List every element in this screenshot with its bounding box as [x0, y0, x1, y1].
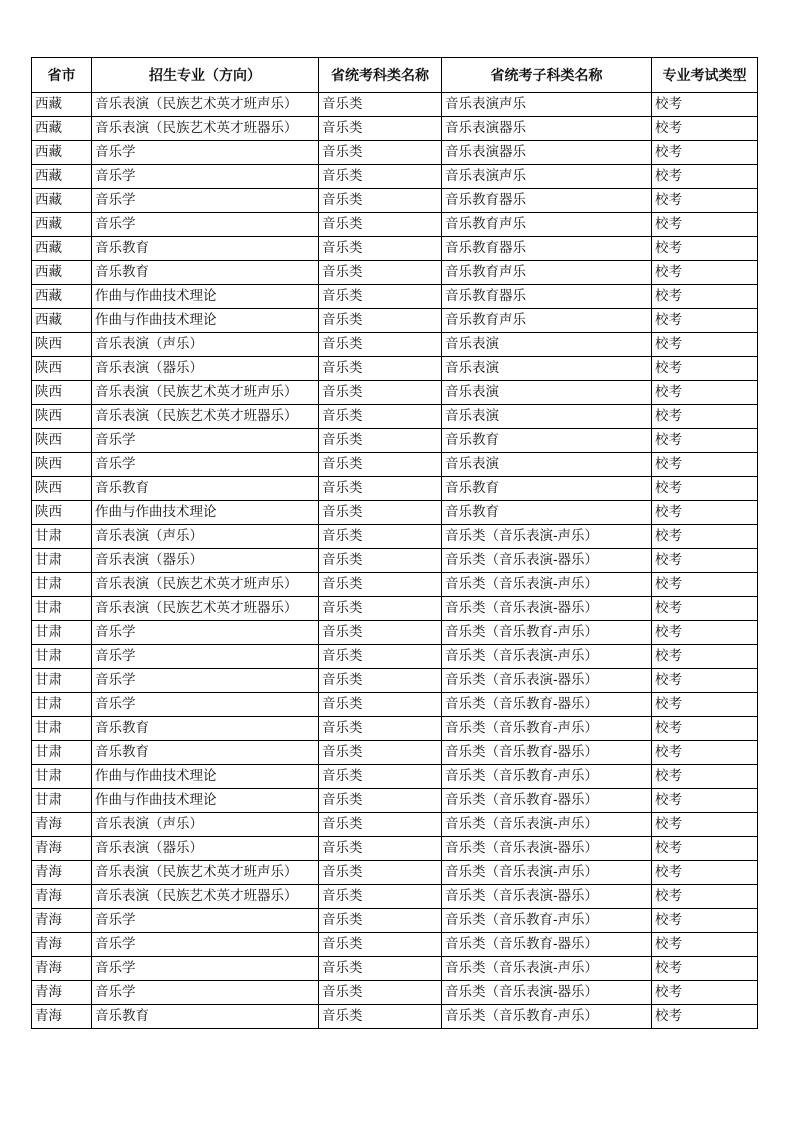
table-row — [32, 501, 758, 525]
cell-major: 作曲与作曲技术理论 — [92, 765, 319, 789]
cell-major: 音乐表演（民族艺术英才班器乐） — [92, 597, 319, 621]
cell-exam-type: 校考 — [652, 501, 758, 525]
cell-major: 音乐学 — [92, 957, 319, 981]
cell-subcategory: 音乐表演声乐 — [442, 93, 652, 117]
cell-category: 音乐类 — [319, 333, 442, 357]
cell-province: 青海 — [32, 837, 92, 861]
cell-exam-type: 校考 — [652, 549, 758, 573]
cell-subcategory: 音乐类（音乐表演-器乐） — [442, 549, 652, 573]
cell-exam-type: 校考 — [652, 357, 758, 381]
cell-category: 音乐类 — [319, 429, 442, 453]
cell-province: 甘肃 — [32, 741, 92, 765]
cell-province: 青海 — [32, 861, 92, 885]
cell-exam-type: 校考 — [652, 981, 758, 1005]
cell-province: 陕西 — [32, 453, 92, 477]
cell-subcategory: 音乐类（音乐表演-声乐） — [442, 573, 652, 597]
cell-major: 音乐表演（器乐） — [92, 549, 319, 573]
cell-major: 音乐表演（民族艺术英才班声乐） — [92, 93, 319, 117]
cell-subcategory: 音乐类（音乐教育-声乐） — [442, 1005, 652, 1029]
cell-exam-type: 校考 — [652, 717, 758, 741]
cell-category: 音乐类 — [319, 477, 442, 501]
cell-subcategory: 音乐类（音乐表演-器乐） — [442, 885, 652, 909]
cell-major: 音乐学 — [92, 981, 319, 1005]
cell-category: 音乐类 — [319, 741, 442, 765]
table-row — [32, 357, 758, 381]
cell-major: 音乐学 — [92, 909, 319, 933]
cell-subcategory: 音乐类（音乐教育-声乐） — [442, 717, 652, 741]
cell-category: 音乐类 — [319, 165, 442, 189]
table-row — [32, 285, 758, 309]
cell-category: 音乐类 — [319, 813, 442, 837]
cell-major: 音乐教育 — [92, 1005, 319, 1029]
cell-province: 甘肃 — [32, 669, 92, 693]
cell-major: 音乐学 — [92, 669, 319, 693]
table-row — [32, 309, 758, 333]
cell-subcategory: 音乐类（音乐表演-声乐） — [442, 645, 652, 669]
cell-category: 音乐类 — [319, 597, 442, 621]
cell-category: 音乐类 — [319, 957, 442, 981]
cell-category: 音乐类 — [319, 933, 442, 957]
cell-province: 甘肃 — [32, 693, 92, 717]
cell-category: 音乐类 — [319, 405, 442, 429]
cell-subcategory: 音乐类（音乐表演-器乐） — [442, 981, 652, 1005]
table-row — [32, 981, 758, 1005]
cell-subcategory: 音乐表演 — [442, 333, 652, 357]
table-row — [32, 621, 758, 645]
table-body — [32, 93, 758, 1029]
cell-province: 青海 — [32, 885, 92, 909]
header-province: 省市 — [32, 58, 92, 93]
table-row — [32, 1005, 758, 1029]
cell-subcategory: 音乐教育器乐 — [442, 285, 652, 309]
table-row — [32, 693, 758, 717]
cell-province: 陕西 — [32, 381, 92, 405]
cell-category: 音乐类 — [319, 213, 442, 237]
cell-province: 甘肃 — [32, 573, 92, 597]
cell-province: 陕西 — [32, 357, 92, 381]
cell-exam-type: 校考 — [652, 957, 758, 981]
cell-province: 甘肃 — [32, 621, 92, 645]
cell-exam-type: 校考 — [652, 333, 758, 357]
table-row — [32, 885, 758, 909]
cell-subcategory: 音乐类（音乐教育-器乐） — [442, 693, 652, 717]
cell-subcategory: 音乐教育声乐 — [442, 309, 652, 333]
cell-subcategory: 音乐表演声乐 — [442, 165, 652, 189]
cell-exam-type: 校考 — [652, 669, 758, 693]
cell-subcategory: 音乐类（音乐表演-声乐） — [442, 861, 652, 885]
cell-exam-type: 校考 — [652, 597, 758, 621]
table-row — [32, 573, 758, 597]
cell-category: 音乐类 — [319, 117, 442, 141]
table-row — [32, 453, 758, 477]
header-subcategory: 省统考子科类名称 — [442, 58, 652, 93]
cell-exam-type: 校考 — [652, 93, 758, 117]
table-row — [32, 213, 758, 237]
cell-subcategory: 音乐教育器乐 — [442, 189, 652, 213]
cell-exam-type: 校考 — [652, 765, 758, 789]
cell-exam-type: 校考 — [652, 309, 758, 333]
cell-major: 音乐学 — [92, 693, 319, 717]
cell-category: 音乐类 — [319, 261, 442, 285]
table-row — [32, 117, 758, 141]
cell-exam-type: 校考 — [652, 837, 758, 861]
cell-major: 音乐学 — [92, 189, 319, 213]
cell-major: 音乐表演（器乐） — [92, 357, 319, 381]
cell-subcategory: 音乐类（音乐教育-声乐） — [442, 765, 652, 789]
cell-category: 音乐类 — [319, 309, 442, 333]
table-row — [32, 789, 758, 813]
cell-subcategory: 音乐类（音乐表演-器乐） — [442, 597, 652, 621]
table-row — [32, 405, 758, 429]
cell-subcategory: 音乐类（音乐表演-声乐） — [442, 813, 652, 837]
header-exam-type: 专业考试类型 — [652, 58, 758, 93]
cell-category: 音乐类 — [319, 765, 442, 789]
cell-major: 音乐学 — [92, 213, 319, 237]
cell-province: 甘肃 — [32, 549, 92, 573]
cell-province: 青海 — [32, 933, 92, 957]
cell-exam-type: 校考 — [652, 525, 758, 549]
cell-subcategory: 音乐表演器乐 — [442, 117, 652, 141]
cell-province: 陕西 — [32, 333, 92, 357]
cell-province: 甘肃 — [32, 765, 92, 789]
cell-category: 音乐类 — [319, 453, 442, 477]
cell-major: 音乐教育 — [92, 237, 319, 261]
cell-subcategory: 音乐教育器乐 — [442, 237, 652, 261]
cell-major: 音乐表演（民族艺术英才班声乐） — [92, 573, 319, 597]
cell-category: 音乐类 — [319, 837, 442, 861]
cell-exam-type: 校考 — [652, 189, 758, 213]
cell-category: 音乐类 — [319, 885, 442, 909]
cell-subcategory: 音乐类（音乐教育-器乐） — [442, 789, 652, 813]
cell-category: 音乐类 — [319, 141, 442, 165]
cell-category: 音乐类 — [319, 525, 442, 549]
cell-exam-type: 校考 — [652, 645, 758, 669]
cell-province: 西藏 — [32, 213, 92, 237]
table-row — [32, 333, 758, 357]
table-row — [32, 909, 758, 933]
cell-subcategory: 音乐类（音乐表演-声乐） — [442, 957, 652, 981]
cell-exam-type: 校考 — [652, 165, 758, 189]
cell-subcategory: 音乐表演 — [442, 453, 652, 477]
table-row — [32, 189, 758, 213]
cell-category: 音乐类 — [319, 621, 442, 645]
cell-major: 音乐表演（器乐） — [92, 837, 319, 861]
cell-major: 音乐学 — [92, 453, 319, 477]
cell-exam-type: 校考 — [652, 741, 758, 765]
cell-major: 音乐学 — [92, 141, 319, 165]
cell-exam-type: 校考 — [652, 621, 758, 645]
cell-province: 西藏 — [32, 117, 92, 141]
enrollment-table — [31, 57, 758, 1029]
cell-subcategory: 音乐类（音乐教育-声乐） — [442, 909, 652, 933]
cell-subcategory: 音乐教育 — [442, 429, 652, 453]
cell-province: 陕西 — [32, 477, 92, 501]
cell-major: 音乐学 — [92, 165, 319, 189]
cell-major: 音乐学 — [92, 933, 319, 957]
cell-exam-type: 校考 — [652, 285, 758, 309]
cell-major: 音乐教育 — [92, 261, 319, 285]
cell-exam-type: 校考 — [652, 117, 758, 141]
cell-category: 音乐类 — [319, 1005, 442, 1029]
cell-province: 西藏 — [32, 93, 92, 117]
cell-province: 青海 — [32, 1005, 92, 1029]
cell-major: 音乐学 — [92, 621, 319, 645]
table-row — [32, 477, 758, 501]
cell-subcategory: 音乐教育声乐 — [442, 213, 652, 237]
cell-exam-type: 校考 — [652, 261, 758, 285]
cell-category: 音乐类 — [319, 573, 442, 597]
cell-category: 音乐类 — [319, 717, 442, 741]
cell-major: 作曲与作曲技术理论 — [92, 285, 319, 309]
cell-category: 音乐类 — [319, 285, 442, 309]
table-row — [32, 813, 758, 837]
cell-major: 音乐表演（民族艺术英才班声乐） — [92, 381, 319, 405]
cell-province: 陕西 — [32, 429, 92, 453]
cell-subcategory: 音乐表演 — [442, 357, 652, 381]
cell-exam-type: 校考 — [652, 141, 758, 165]
cell-subcategory: 音乐教育声乐 — [442, 261, 652, 285]
cell-exam-type: 校考 — [652, 477, 758, 501]
cell-category: 音乐类 — [319, 93, 442, 117]
table-row — [32, 741, 758, 765]
cell-province: 甘肃 — [32, 645, 92, 669]
table-row — [32, 165, 758, 189]
table-row — [32, 381, 758, 405]
cell-category: 音乐类 — [319, 381, 442, 405]
cell-subcategory: 音乐表演 — [442, 381, 652, 405]
table-row — [32, 93, 758, 117]
table-row — [32, 261, 758, 285]
table-row — [32, 525, 758, 549]
cell-exam-type: 校考 — [652, 453, 758, 477]
header-row — [32, 58, 758, 93]
table-row — [32, 645, 758, 669]
cell-exam-type: 校考 — [652, 429, 758, 453]
cell-major: 音乐教育 — [92, 477, 319, 501]
cell-province: 陕西 — [32, 405, 92, 429]
cell-exam-type: 校考 — [652, 237, 758, 261]
cell-category: 音乐类 — [319, 357, 442, 381]
cell-province: 甘肃 — [32, 717, 92, 741]
cell-major: 音乐表演（声乐） — [92, 525, 319, 549]
table-row — [32, 837, 758, 861]
cell-major: 音乐教育 — [92, 717, 319, 741]
cell-subcategory: 音乐类（音乐教育-声乐） — [442, 621, 652, 645]
cell-category: 音乐类 — [319, 693, 442, 717]
cell-subcategory: 音乐类（音乐教育-器乐） — [442, 933, 652, 957]
cell-major: 音乐学 — [92, 645, 319, 669]
cell-subcategory: 音乐类（音乐表演-器乐） — [442, 669, 652, 693]
cell-exam-type: 校考 — [652, 933, 758, 957]
cell-major: 音乐表演（声乐） — [92, 333, 319, 357]
cell-major: 音乐表演（声乐） — [92, 813, 319, 837]
cell-province: 青海 — [32, 813, 92, 837]
cell-province: 西藏 — [32, 165, 92, 189]
table-row — [32, 717, 758, 741]
cell-category: 音乐类 — [319, 189, 442, 213]
header-major: 招生专业（方向） — [92, 58, 319, 93]
cell-exam-type: 校考 — [652, 789, 758, 813]
table-row — [32, 237, 758, 261]
cell-province: 陕西 — [32, 501, 92, 525]
cell-major: 音乐表演（民族艺术英才班器乐） — [92, 885, 319, 909]
cell-subcategory: 音乐类（音乐表演-器乐） — [442, 837, 652, 861]
cell-province: 西藏 — [32, 141, 92, 165]
cell-exam-type: 校考 — [652, 885, 758, 909]
cell-category: 音乐类 — [319, 789, 442, 813]
cell-category: 音乐类 — [319, 909, 442, 933]
cell-province: 西藏 — [32, 189, 92, 213]
cell-subcategory: 音乐教育 — [442, 477, 652, 501]
cell-exam-type: 校考 — [652, 861, 758, 885]
cell-exam-type: 校考 — [652, 909, 758, 933]
cell-province: 青海 — [32, 957, 92, 981]
cell-major: 作曲与作曲技术理论 — [92, 501, 319, 525]
cell-major: 音乐学 — [92, 429, 319, 453]
cell-category: 音乐类 — [319, 861, 442, 885]
table-row — [32, 669, 758, 693]
cell-exam-type: 校考 — [652, 405, 758, 429]
table-row — [32, 861, 758, 885]
cell-province: 西藏 — [32, 261, 92, 285]
cell-exam-type: 校考 — [652, 213, 758, 237]
cell-exam-type: 校考 — [652, 813, 758, 837]
table-row — [32, 933, 758, 957]
cell-category: 音乐类 — [319, 237, 442, 261]
cell-province: 青海 — [32, 981, 92, 1005]
cell-category: 音乐类 — [319, 501, 442, 525]
cell-exam-type: 校考 — [652, 381, 758, 405]
table-row — [32, 765, 758, 789]
cell-province: 甘肃 — [32, 597, 92, 621]
cell-category: 音乐类 — [319, 645, 442, 669]
cell-province: 青海 — [32, 909, 92, 933]
cell-province: 甘肃 — [32, 789, 92, 813]
cell-category: 音乐类 — [319, 549, 442, 573]
header-category: 省统考科类名称 — [319, 58, 442, 93]
cell-province: 西藏 — [32, 237, 92, 261]
cell-subcategory: 音乐类（音乐教育-器乐） — [442, 741, 652, 765]
cell-major: 作曲与作曲技术理论 — [92, 309, 319, 333]
cell-category: 音乐类 — [319, 981, 442, 1005]
table-row — [32, 549, 758, 573]
cell-province: 西藏 — [32, 309, 92, 333]
cell-subcategory: 音乐类（音乐表演-声乐） — [442, 525, 652, 549]
cell-category: 音乐类 — [319, 669, 442, 693]
table-row — [32, 141, 758, 165]
cell-exam-type: 校考 — [652, 573, 758, 597]
table-row — [32, 597, 758, 621]
cell-subcategory: 音乐表演 — [442, 405, 652, 429]
table-row — [32, 429, 758, 453]
cell-major: 音乐表演（民族艺术英才班器乐） — [92, 405, 319, 429]
cell-major: 音乐表演（民族艺术英才班器乐） — [92, 117, 319, 141]
cell-subcategory: 音乐教育 — [442, 501, 652, 525]
cell-exam-type: 校考 — [652, 1005, 758, 1029]
cell-subcategory: 音乐表演器乐 — [442, 141, 652, 165]
cell-major: 作曲与作曲技术理论 — [92, 789, 319, 813]
table-row — [32, 957, 758, 981]
cell-exam-type: 校考 — [652, 693, 758, 717]
cell-major: 音乐表演（民族艺术英才班声乐） — [92, 861, 319, 885]
cell-province: 西藏 — [32, 285, 92, 309]
cell-province: 甘肃 — [32, 525, 92, 549]
cell-major: 音乐教育 — [92, 741, 319, 765]
